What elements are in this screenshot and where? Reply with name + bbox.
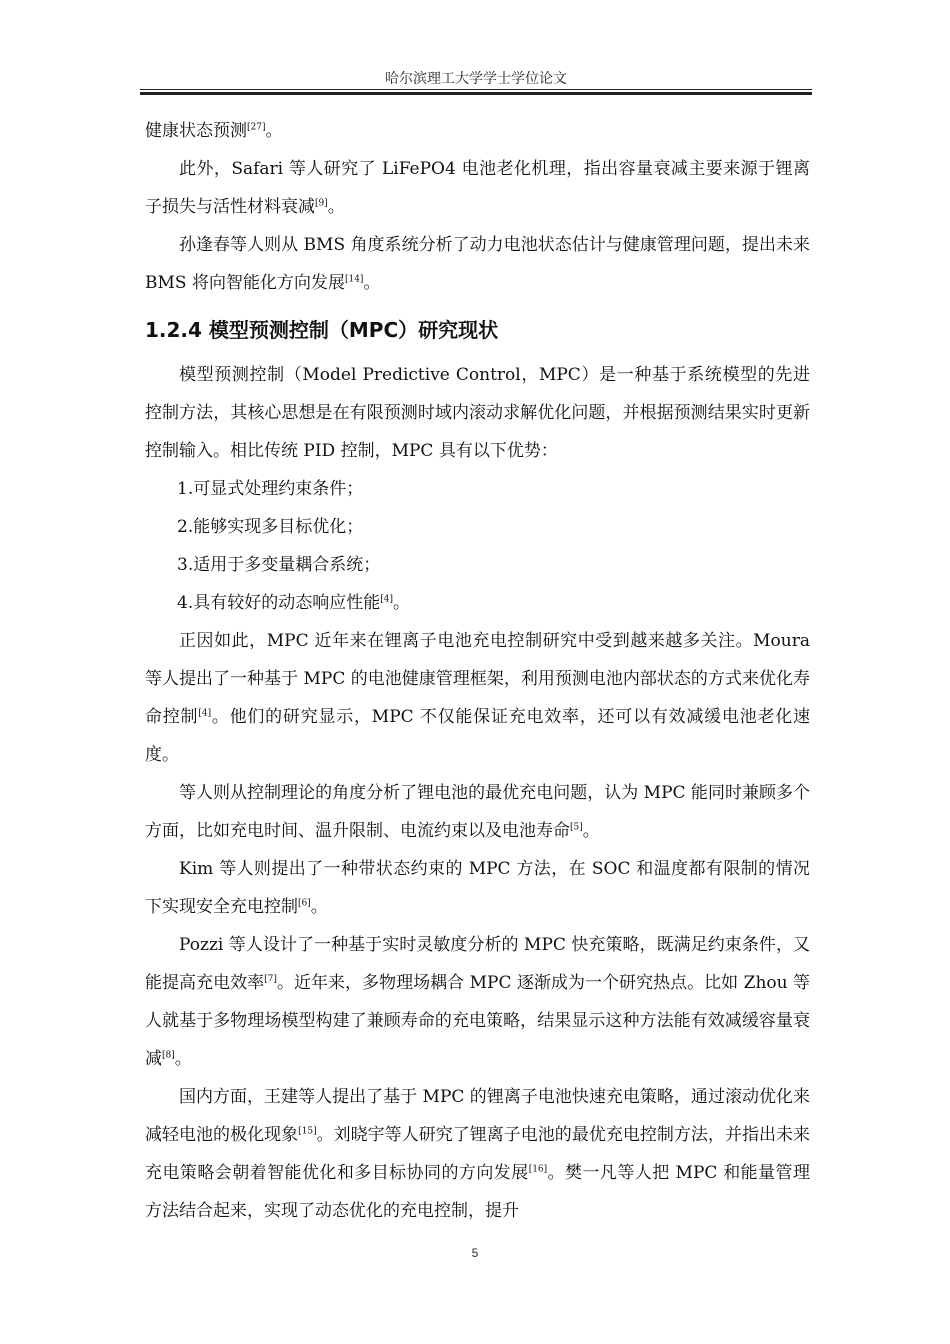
list-item-text: 2.能够实现多目标优化； (177, 517, 364, 537)
paragraph-text: 。 (363, 273, 381, 293)
paragraph-text: 此外，Safari 等人研究了 LiFePO4 电池老化机理，指出容量衰减主要来源于锂离子损失与活性材料衰减 (145, 159, 810, 217)
running-header: 哈尔滨理工大学学士学位论文 (385, 71, 567, 87)
paragraph-text: Pozzi 等人设计了一种基于实时灵敏度分析的 MPC 快充策略，既满足约束条件，又能提高充电效率 (145, 935, 810, 993)
paragraph-text: 。 (310, 897, 328, 917)
list-item-text: 4.具有较好的动态响应性能 (177, 593, 381, 613)
paragraph-text: 。 (174, 1049, 192, 1069)
header-rule-thin (140, 89, 812, 90)
paragraph-text: 等人则从控制理论的角度分析了锂电池的最优充电问题，认为 MPC 能同时兼顾多个方面，比如充电时间、温升限制、电流约束以及电池寿命 (145, 783, 810, 841)
citation: [14] (344, 274, 364, 285)
citation: [5] (570, 822, 583, 833)
paragraph (145, 926, 810, 1078)
paragraph (145, 774, 810, 850)
paragraph (145, 150, 810, 226)
citation: [27] (247, 122, 266, 133)
section-heading: 1.2.4 模型预测控制（MPC）研究现状 (145, 318, 499, 342)
paragraph (145, 226, 810, 302)
page-body (145, 112, 810, 1230)
citation: [16] (528, 1164, 548, 1175)
paragraph-text: 。 (265, 121, 283, 141)
list-item-text: 3.适用于多变量耦合系统； (177, 555, 381, 575)
paragraph-text: 。 (327, 197, 345, 217)
paragraph (145, 356, 810, 470)
paragraph-text: Kim 等人则提出了一种带状态约束的 MPC 方法，在 SOC 和温度都有限制的情况下实现安全充电控制 (145, 859, 810, 917)
paragraph-text: 正因如此，MPC 近年来在锂离子电池充电控制研究中受到越来越多关注。Moura 等人提出了一种基于 MPC 的电池健康管理框架，利用预测电池内部状态的方式来优化寿命控制 (145, 631, 810, 727)
list-item-text: 。 (392, 593, 410, 613)
paragraph-text: 模型预测控制（Model Predictive Control，MPC）是一种基于系统模型的先进控制方法，其核心思想是在有限预测时域内滚动求解优化问题，并根据预测结果实时更新控制输入。相比传统 PID 控制，MPC 具有以下优势： (145, 365, 810, 461)
citation: [15] (298, 1126, 317, 1137)
paragraph-text: 健康状态预测 (145, 121, 247, 141)
paragraph (145, 1078, 810, 1230)
citation: [8] (162, 1050, 175, 1061)
paragraph (145, 112, 810, 150)
citation: [4] (198, 708, 212, 719)
paragraph-text: 国内方面，王建等人提出了基于 MPC 的锂离子电池快速充电策略，通过滚动优化来减轻电池的极化现象 (145, 1087, 810, 1145)
paragraph-text: 。 (582, 821, 600, 841)
citation: [9] (315, 198, 328, 209)
paragraph-text: 。樊一凡等人把 MPC 和能量管理方法结合起来，实现了动态优化的充电控制，提升 (145, 1163, 810, 1221)
citation: [7] (264, 974, 277, 985)
page-number: 5 (471, 1246, 479, 1260)
list-item-text: 1.可显式处理约束条件； (177, 479, 364, 499)
list-item (145, 508, 810, 546)
paragraph (145, 622, 810, 774)
paragraph-text: 。近年来，多物理场耦合 MPC 逐渐成为一个研究热点。比如 Zhou 等人就基于多物理场模型构建了兼顾寿命的充电策略，结果显示这种方法能有效减缓容量衰减 (145, 973, 810, 1069)
list-item (145, 470, 810, 508)
paragraph (145, 850, 810, 926)
citation: [4] (380, 594, 393, 605)
header-rule-thick (140, 92, 812, 95)
paragraph-text: 。刘晓宇等人研究了锂离子电池的最优充电控制方法，并指出未来充电策略会朝着智能优化和多目标协同的方向发展 (145, 1125, 811, 1183)
paragraph-text: 孙逢春等人则从 BMS 角度系统分析了动力电池状态估计与健康管理问题，提出未来 BMS 将向智能化方向发展 (145, 235, 810, 293)
citation: [6] (298, 898, 311, 909)
list-item (145, 584, 810, 622)
list-item (145, 546, 810, 584)
paragraph-text: 。他们的研究显示，MPC 不仅能保证充电效率，还可以有效减缓电池老化速度。 (145, 707, 811, 765)
